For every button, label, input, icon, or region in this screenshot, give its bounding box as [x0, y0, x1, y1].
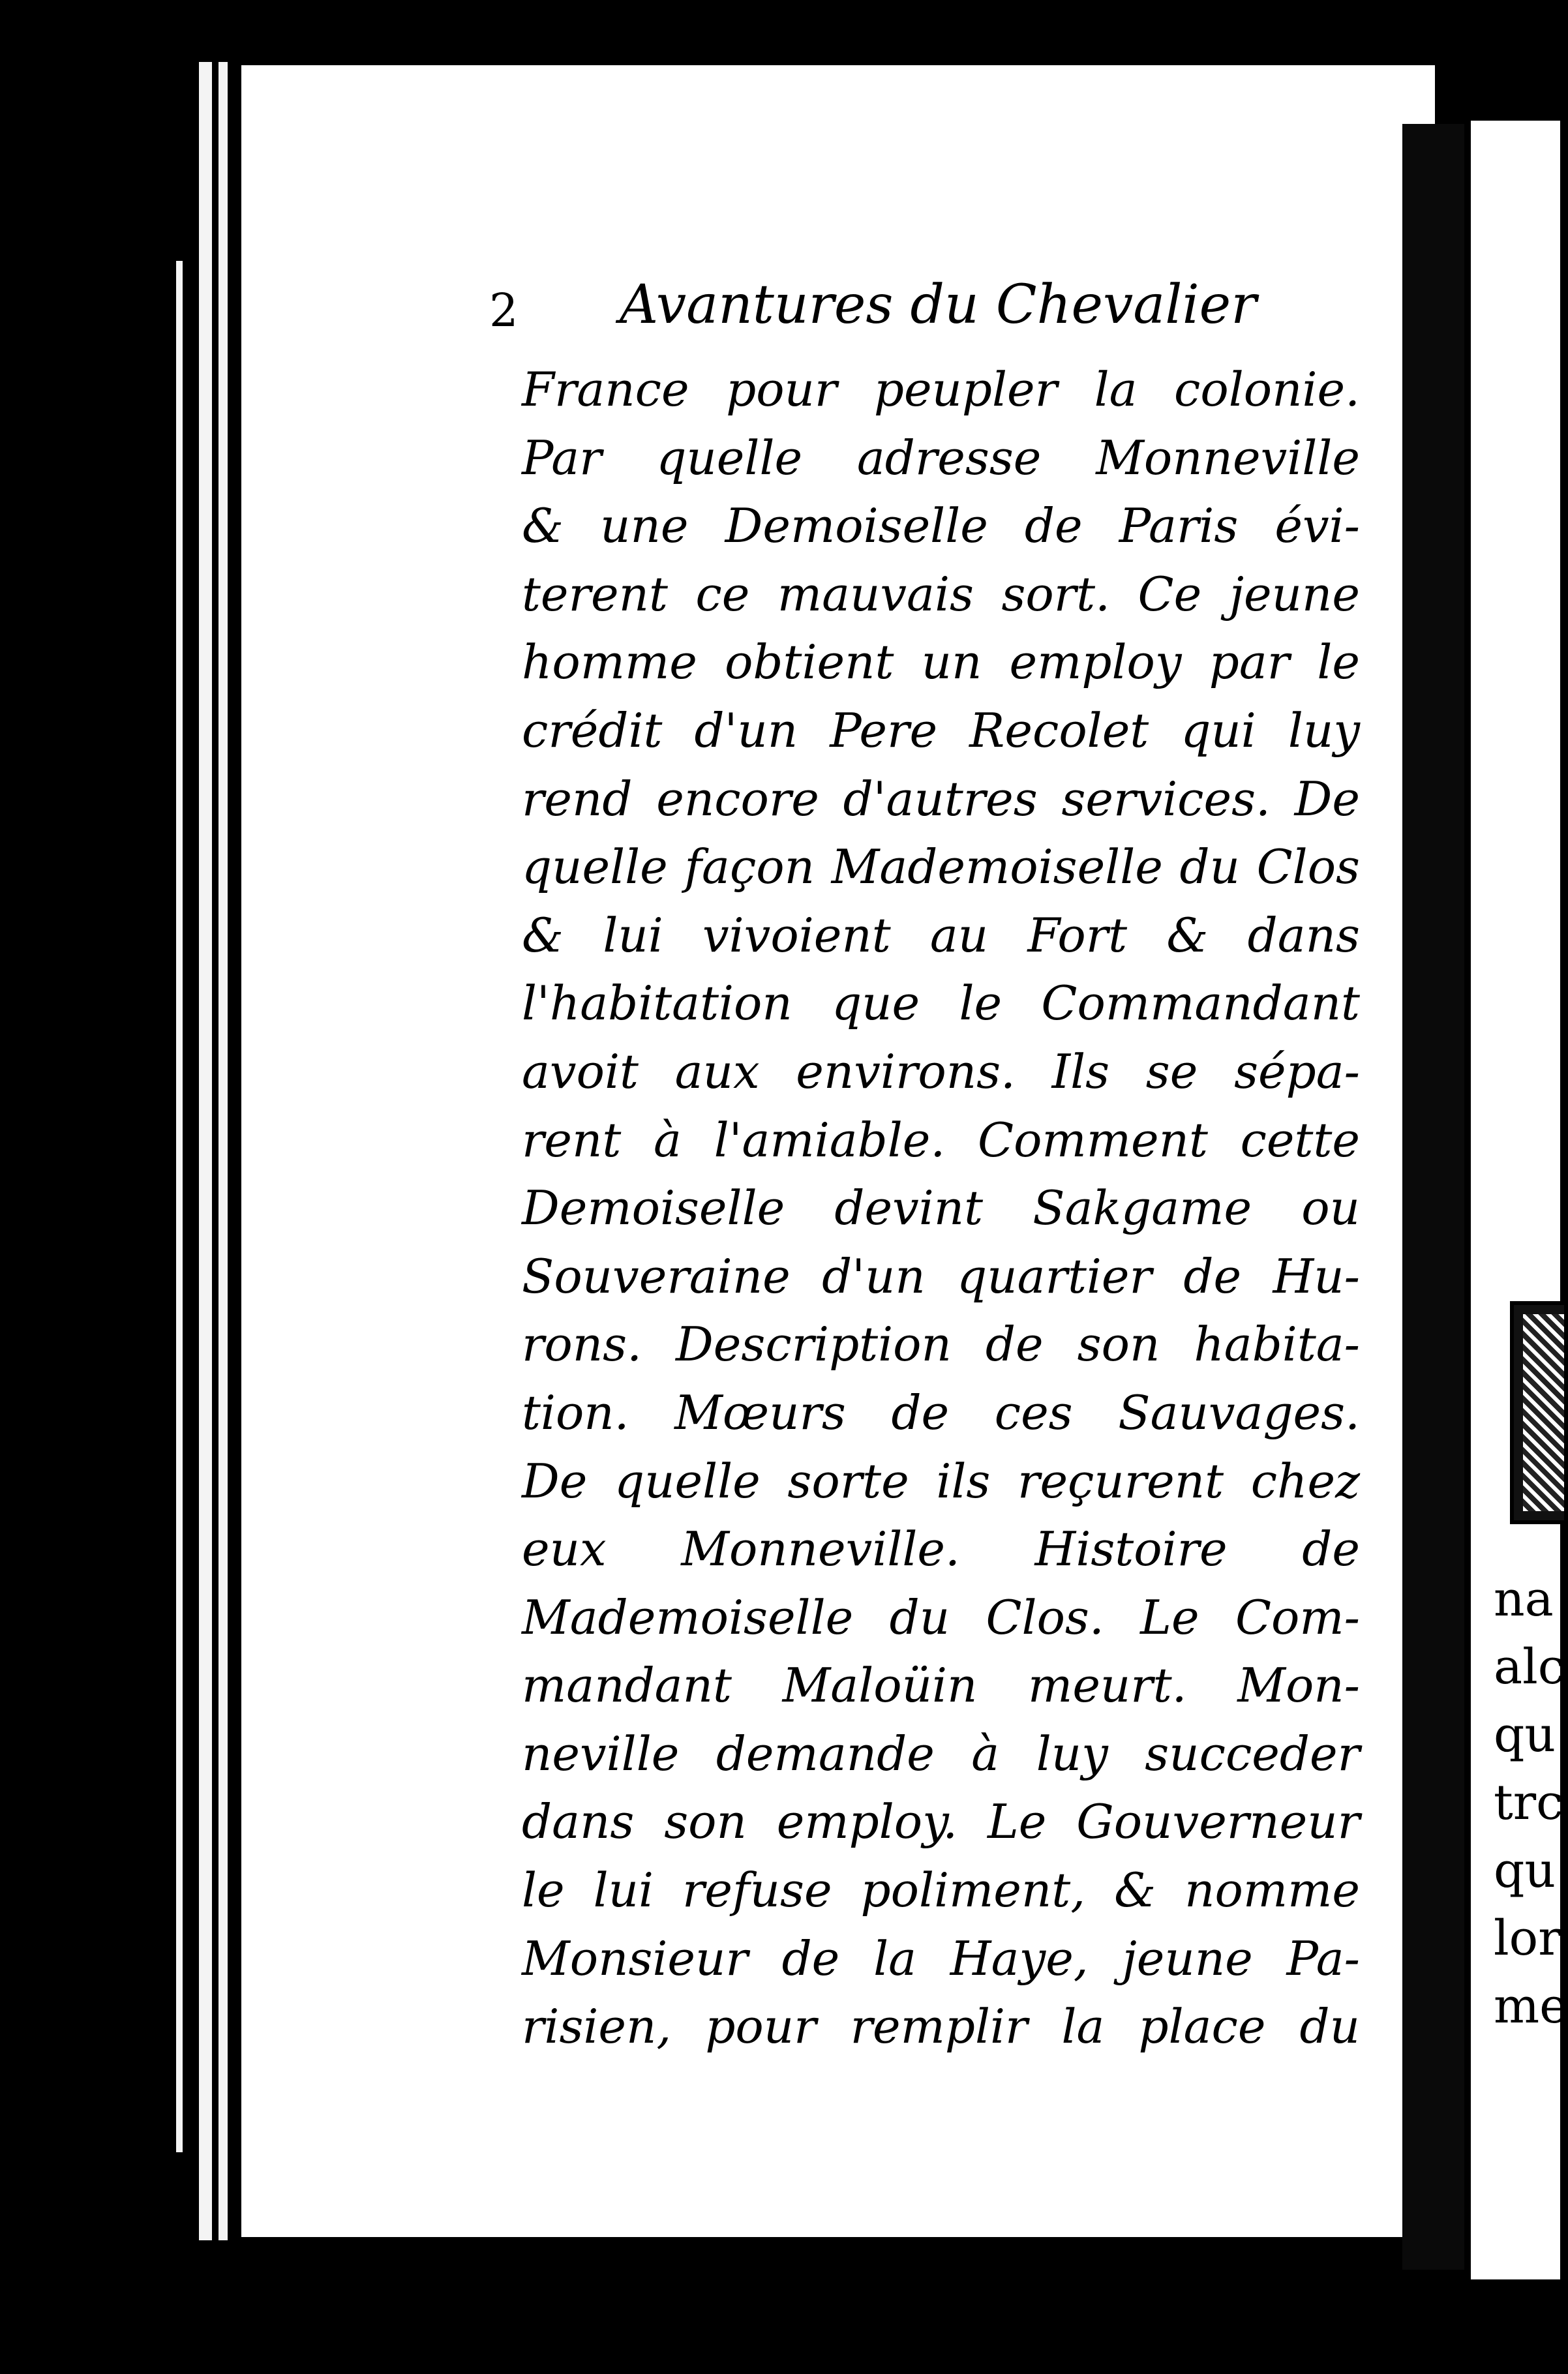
facing-text-fragment: qu	[1494, 1842, 1556, 1899]
page-edge-strip	[176, 261, 183, 2152]
text-line: dans son employ. Le Gouverneur	[522, 1794, 1360, 1850]
text-line: & lui vivoient au Fort & dans	[522, 907, 1360, 963]
ornament-initial	[1510, 1301, 1568, 1524]
facing-page-text	[1494, 1565, 1568, 2040]
text-line: tion. Mœurs de ces Sauvages.	[522, 1385, 1360, 1440]
text-line: Monsieur de la Haye, jeune Pa-	[522, 1931, 1360, 1986]
text-line: risien, pour remplir la place du	[522, 1999, 1360, 2054]
text-line: rons. Description de son habita-	[522, 1317, 1360, 1372]
text-line: terent ce mauvais sort. Ce jeune	[522, 566, 1360, 622]
facing-text-fragment: me	[1494, 1978, 1568, 2034]
text-line: avoit aux environs. Ils se sépa-	[522, 1044, 1360, 1099]
text-line: l'habitation que le Commandant	[522, 976, 1360, 1031]
text-line: neville demande à luy succeder	[522, 1726, 1360, 1781]
page-number: 2	[489, 284, 519, 337]
text-line: quelle façon Mademoiselle du Clos	[522, 839, 1360, 895]
page-edge-strip	[199, 62, 212, 2240]
text-line: Par quelle adresse Monneville	[522, 430, 1360, 485]
ornament-pattern	[1523, 1314, 1564, 1511]
text-line: Demoiselle devint Sakgame ou	[522, 1180, 1360, 1236]
page-edge-strip	[219, 62, 228, 2240]
text-line: homme obtient un employ par le	[522, 635, 1360, 690]
text-line: eux Monneville. Histoire de	[522, 1522, 1360, 1577]
facing-text-fragment: trc	[1494, 1775, 1563, 1831]
body-text	[522, 355, 1360, 2061]
text-line: & une Demoiselle de Paris évi-	[522, 498, 1360, 554]
text-line: crédit d'un Pere Recolet qui luy	[522, 702, 1360, 758]
book-gutter	[1402, 124, 1464, 2270]
text-line: France pour peupler la colonie.	[522, 362, 1360, 417]
running-head: Avantures du Chevalier	[620, 274, 1257, 336]
text-line: Mademoiselle du Clos. Le Com-	[522, 1589, 1360, 1645]
text-line: le lui refuse poliment, & nomme	[522, 1863, 1360, 1918]
text-line: De quelle sorte ils reçurent chez	[522, 1453, 1360, 1509]
text-line: rent à l'amiable. Comment cette	[522, 1112, 1360, 1167]
facing-text-fragment: qu	[1494, 1707, 1556, 1763]
facing-text-fragment: na	[1494, 1571, 1554, 1627]
text-line: mandant Maloüin meurt. Mon-	[522, 1658, 1360, 1713]
facing-text-fragment: lor	[1494, 1910, 1561, 1966]
facing-text-fragment: alc	[1494, 1639, 1565, 1695]
text-line: Souveraine d'un quartier de Hu-	[522, 1248, 1360, 1304]
text-line: rend encore d'autres services. De	[522, 771, 1360, 826]
